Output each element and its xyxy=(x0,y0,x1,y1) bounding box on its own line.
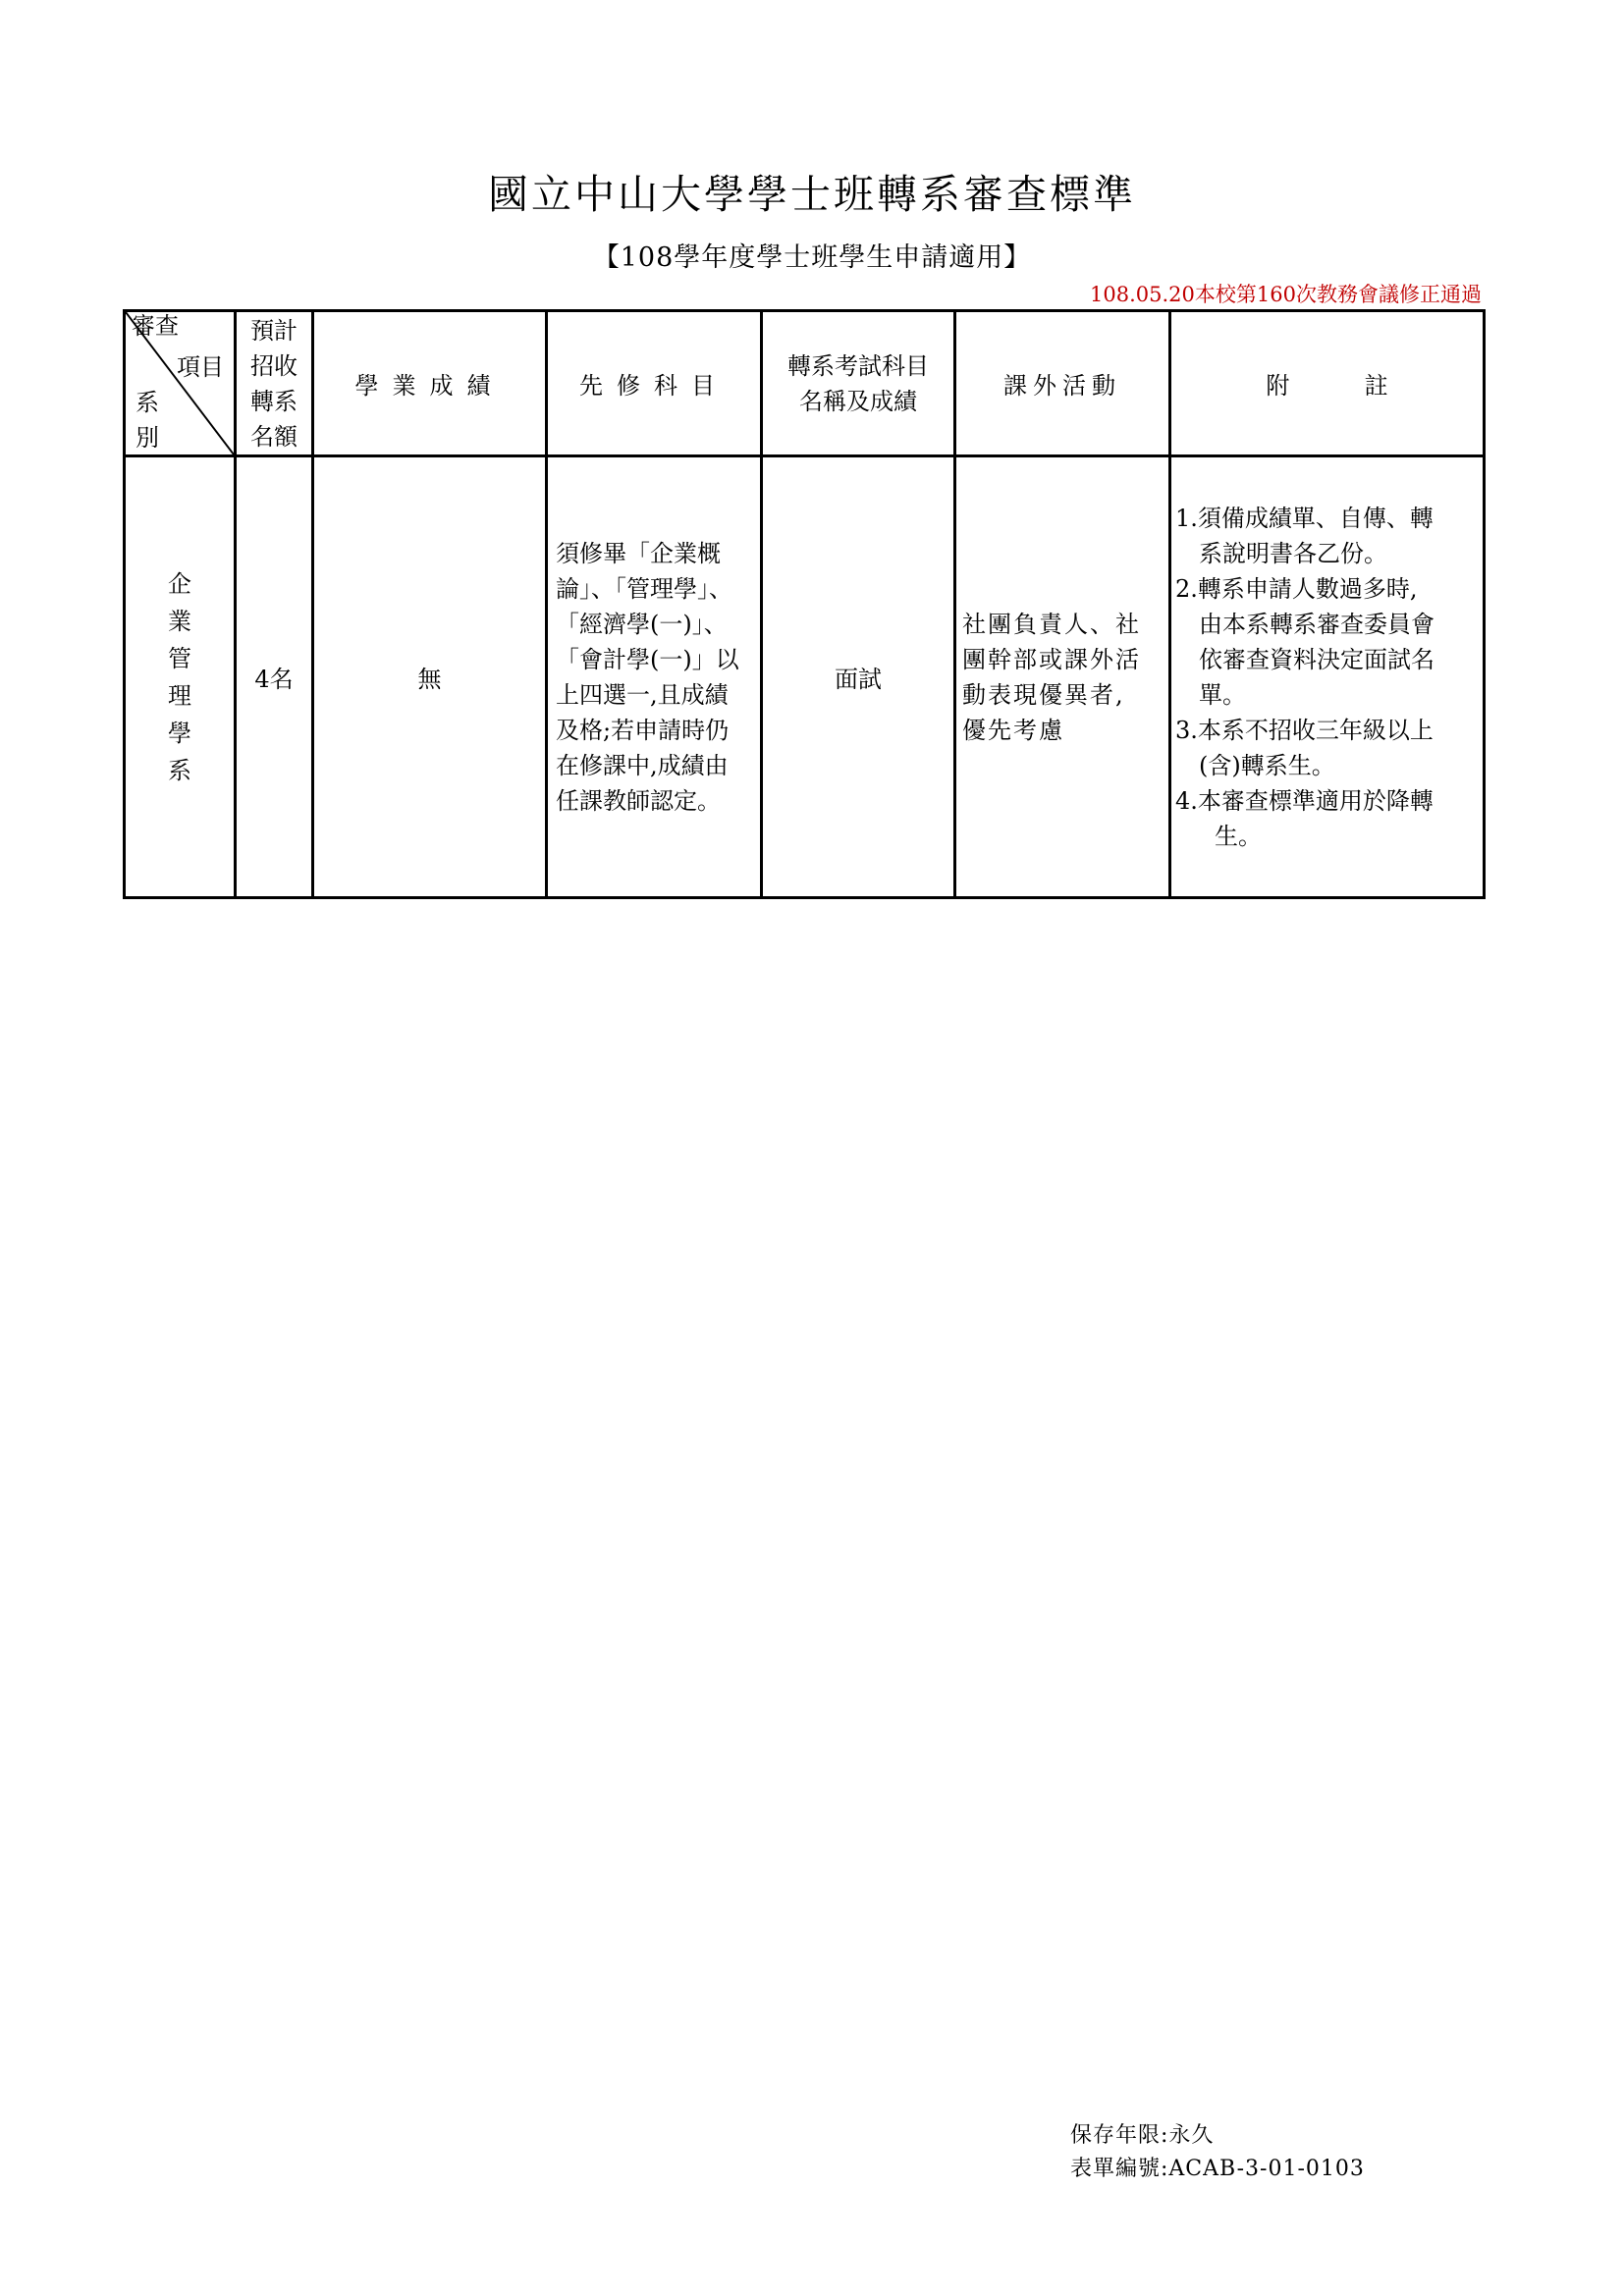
department-name xyxy=(126,565,234,789)
corner-label-item: 項目 xyxy=(177,353,224,381)
amendment-note: 108.05.20本校第160次教務會議修正通過 xyxy=(1090,283,1482,306)
prereq-header: 先修科目 xyxy=(547,311,762,456)
department-char: 系 xyxy=(168,756,191,784)
note-item xyxy=(1175,571,1479,713)
quota-value: 4名 xyxy=(236,456,313,898)
prereq-line: 在修課中,成績由 xyxy=(556,751,729,779)
activities-header: 課外活動 xyxy=(955,311,1170,456)
criteria-table xyxy=(123,309,1486,899)
quota-header xyxy=(237,313,311,454)
prereq-line: 「會計學(一)」以 xyxy=(556,645,739,673)
note-line: 2.轉系申請人數過多時, xyxy=(1175,574,1418,603)
note-line: (含)轉系生。 xyxy=(1199,751,1335,779)
activities-cell xyxy=(955,456,1170,898)
prereq-line: 任課教師認定。 xyxy=(556,786,721,815)
exam-header-line: 轉系考試科目 xyxy=(787,351,929,380)
quota-header-line: 招收 xyxy=(250,351,298,380)
note-line: 生。 xyxy=(1215,822,1262,850)
note-line: 系說明書各乙份。 xyxy=(1199,539,1387,567)
exam-header-line: 名稱及成績 xyxy=(799,387,917,415)
document-title: 國立中山大學學士班轉系審查標準 xyxy=(488,171,1136,218)
exam-header xyxy=(763,348,953,419)
note-line: 依審查資料決定面試名 xyxy=(1199,645,1435,673)
note-line: 由本系轉系審查委員會 xyxy=(1199,610,1435,638)
prereq-line: 及格;若申請時仍 xyxy=(556,716,730,744)
department-char: 企 xyxy=(168,569,191,598)
header-row xyxy=(125,311,1485,456)
prereq-line: 上四選一,且成績 xyxy=(556,680,729,709)
note-line: 單。 xyxy=(1199,680,1246,709)
exam-value: 面試 xyxy=(762,456,955,898)
note-item xyxy=(1175,501,1479,571)
note-line: 1.須備成績單、自傳、轉 xyxy=(1175,504,1434,532)
department-char: 理 xyxy=(168,681,191,710)
grades-header: 學業成績 xyxy=(313,311,547,456)
quota-header-line: 名額 xyxy=(250,422,298,451)
notes-cell xyxy=(1170,456,1485,898)
activities-line: 動表現優異者, xyxy=(962,680,1125,709)
prereq-cell xyxy=(547,456,762,898)
note-item xyxy=(1175,783,1479,854)
corner-label-review: 審查 xyxy=(132,312,179,340)
note-line: 4.本審查標準適用於降轉 xyxy=(1175,786,1434,815)
quota-header-line: 預計 xyxy=(250,316,298,345)
department-char: 管 xyxy=(168,644,191,672)
department-char: 業 xyxy=(168,607,191,635)
prereq-line: 須修畢「企業概 xyxy=(556,539,721,567)
notes-header: 附 註 xyxy=(1170,311,1485,456)
activities-line: 優先考慮 xyxy=(962,716,1064,744)
activities-line: 團幹部或課外活 xyxy=(962,645,1141,673)
note-line: 3.本系不招收三年級以上 xyxy=(1175,716,1434,744)
department-cell xyxy=(125,456,236,898)
retention-period: 保存年限:永久 xyxy=(1070,2123,1215,2148)
corner-header-cell xyxy=(125,311,236,456)
document-subtitle: 【108學年度學士班學生申請適用】 xyxy=(592,242,1032,273)
quota-header-line: 轉系 xyxy=(250,387,298,415)
prereq-line: 論」、「管理學」、 xyxy=(556,574,732,603)
exam-header-cell xyxy=(762,311,955,456)
prereq-line: 「經濟學(一)」、 xyxy=(556,610,728,638)
grades-value: 無 xyxy=(313,456,547,898)
note-item xyxy=(1175,713,1479,783)
corner-label-dept-1: 系 xyxy=(135,389,159,416)
form-number: 表單編號:ACAB-3-01-0103 xyxy=(1070,2157,1365,2181)
corner-label-dept-2: 別 xyxy=(135,424,159,452)
quota-header-cell xyxy=(236,311,313,456)
department-char: 學 xyxy=(168,719,191,747)
table-row xyxy=(125,456,1485,898)
activities-line: 社團負責人、社 xyxy=(962,610,1141,638)
